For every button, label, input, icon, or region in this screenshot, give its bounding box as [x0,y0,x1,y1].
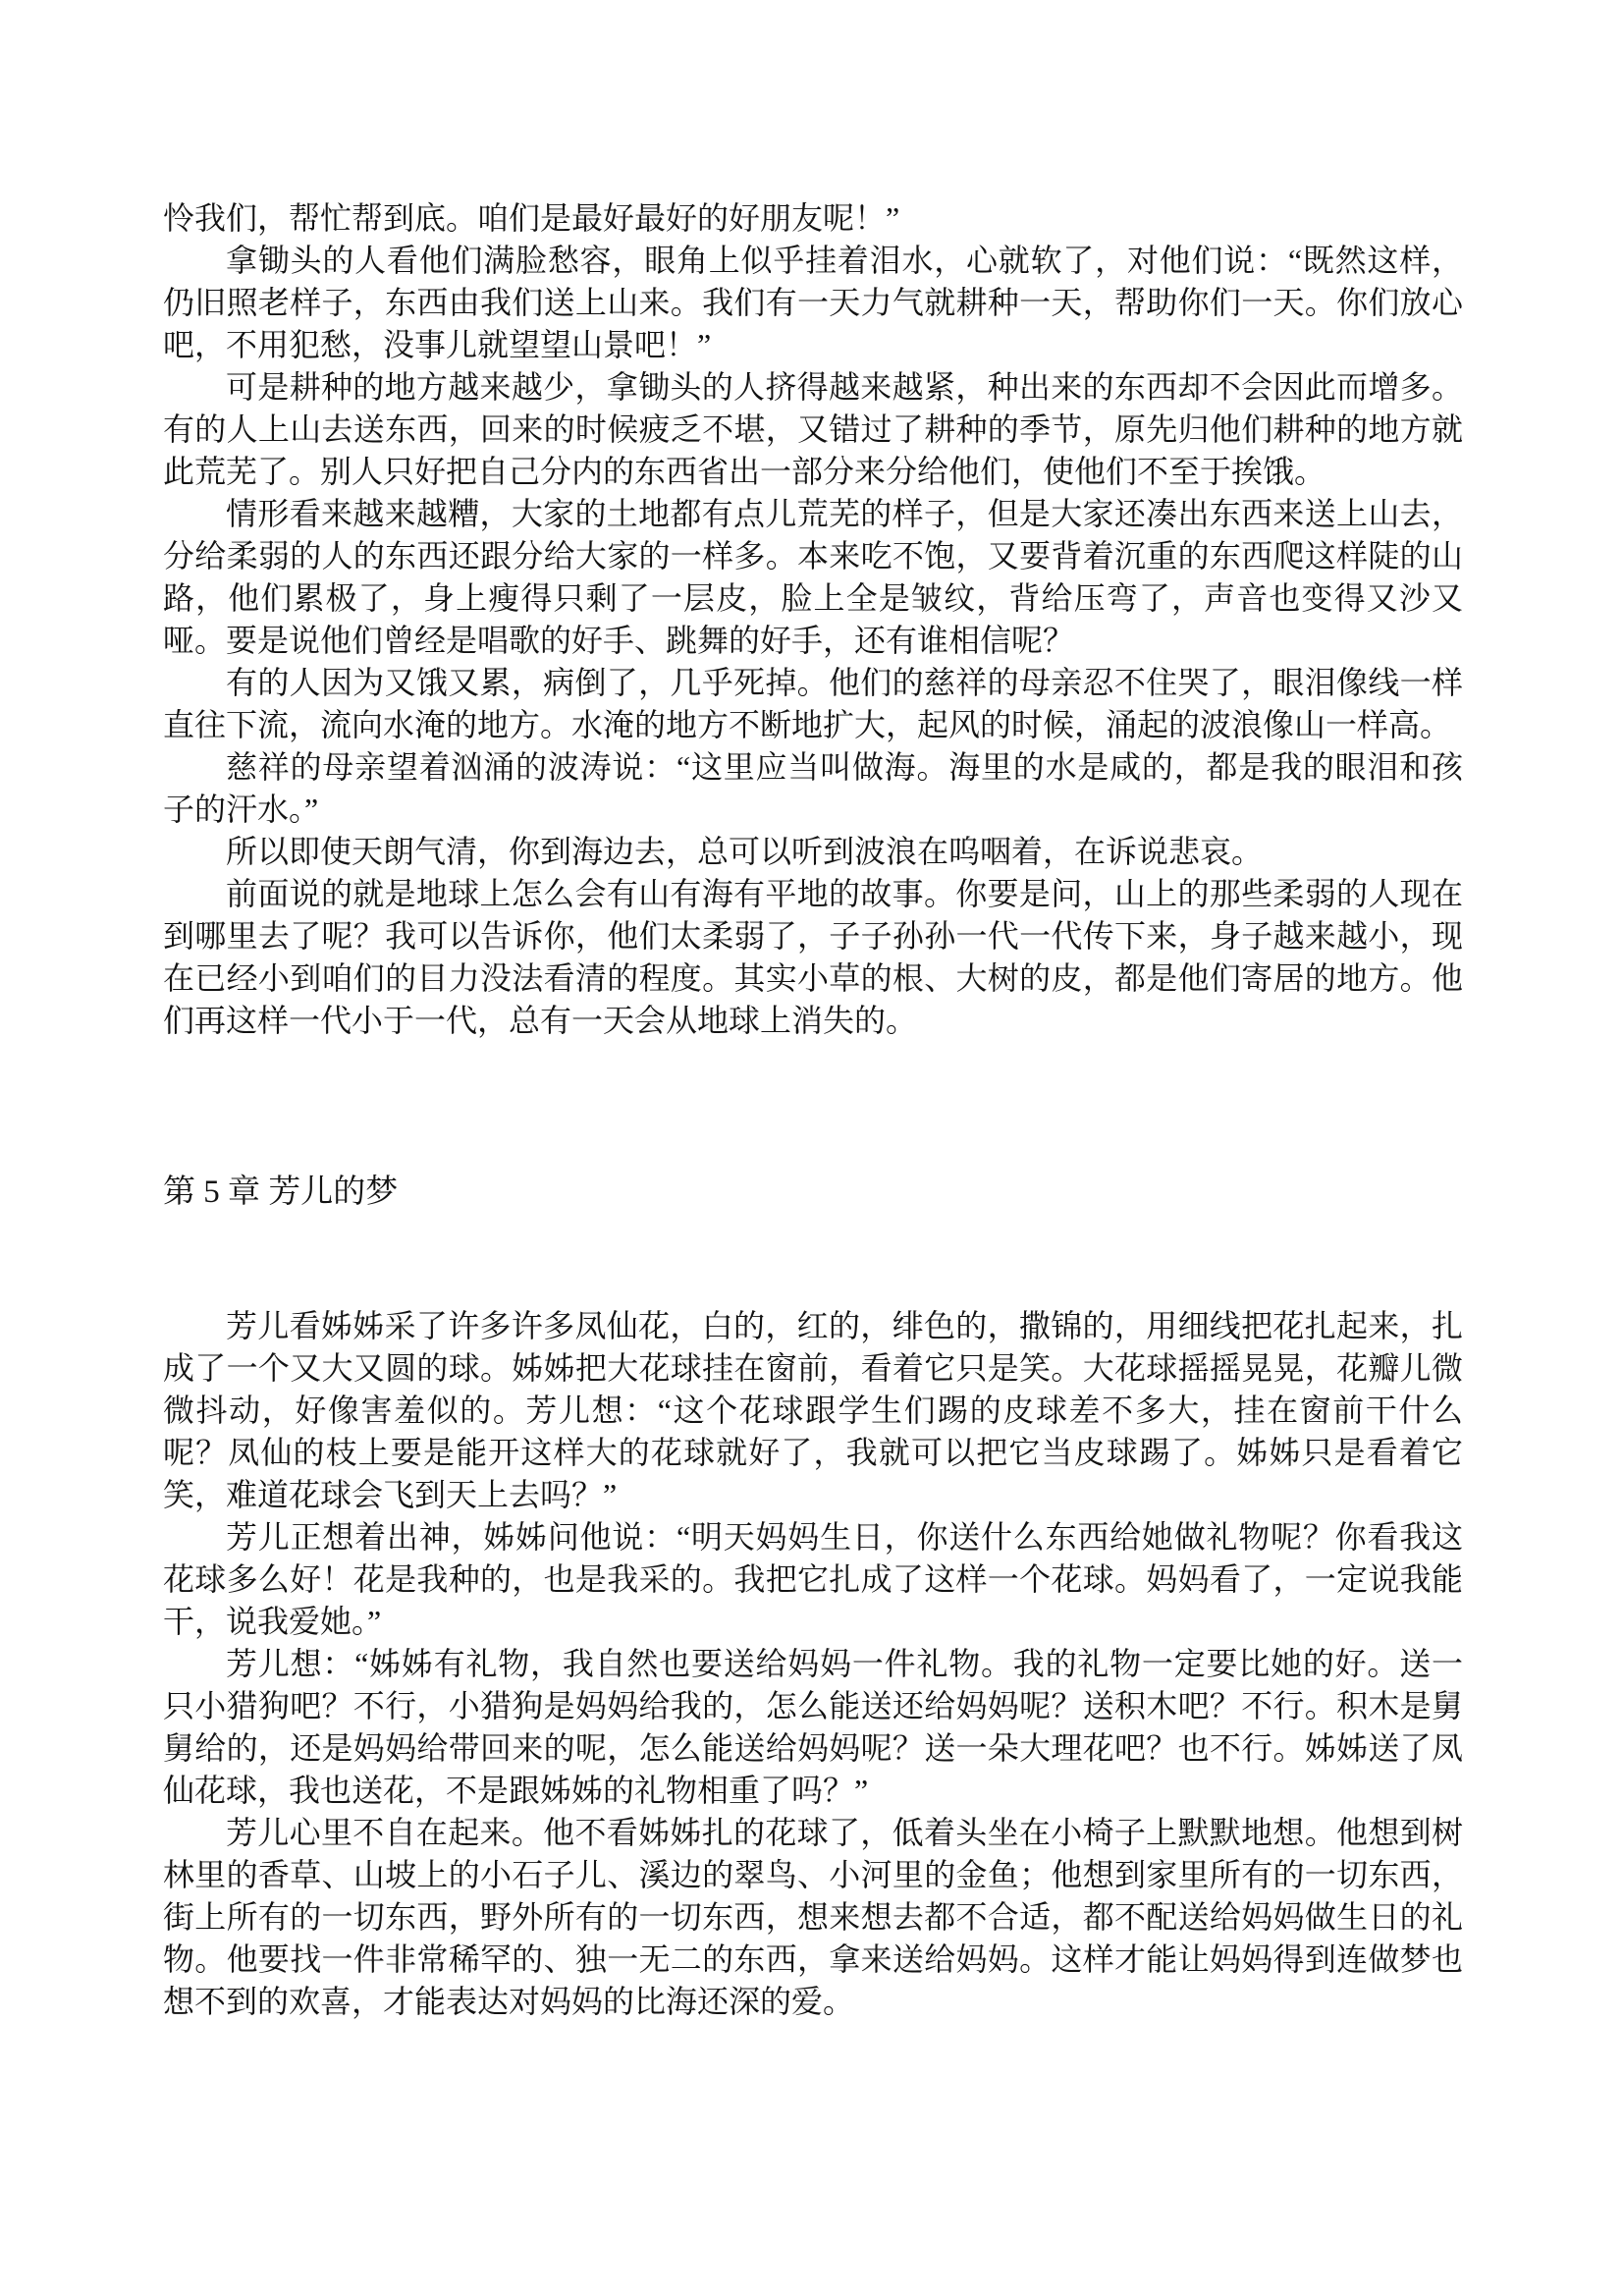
paragraph: 芳儿看姊姊采了许多许多凤仙花，白的，红的，绯色的，撒锦的，用细线把花扎起来，扎成了一个又大又圆的球。姊姊把大花球挂在窗前，看着它只是笑。大花球摇摇晃晃，花瓣儿微微抖动，好像害羞似的。芳儿想：“这个花球跟学生们踢的皮球差不多大，挂在窗前干什么呢？凤仙的枝上要是能开这样大的花球就好了，我就可以把它当皮球踢了。姊姊只是看着它笑，难道花球会飞到天上去吗？” [163,1308,1463,1512]
chapter-heading: 第 5 章 芳儿的梦 [163,1175,399,1210]
paragraph: 所以即使天朗气清，你到海边去，总可以听到波浪在呜咽着，在诉说悲哀。 [226,834,1264,869]
chapter5-body-start [163,1305,1463,2023]
paragraph: 情形看来越来越糟，大家的土地都有点儿荒芜的样子，但是大家还凑出东西来送上山去，分给柔弱的人的东西还跟分给大家的一样多。本来吃不饱，又要背着沉重的东西爬这样陡的山路，他们累极了，身上瘦得只剩了一层皮，脸上全是皱纹，背给压弯了，声音也变得又沙又哑。要是说他们曾经是唱歌的好手、跳舞的好手，还有谁相信呢？ [163,496,1463,658]
paragraph: 芳儿想：“姊姊有礼物，我自然也要送给妈妈一件礼物。我的礼物一定要比她的好。送一只小猎狗吧？不行，小猎狗是妈妈给我的，怎么能送还给妈妈呢？送积木吧？不行。积木是舅舅给的，还是妈妈给带回来的呢，怎么能送给妈妈呢？送一朵大理花吧？也不行。姊姊送了凤仙花球，我也送花，不是跟姊姊的礼物相重了吗？” [163,1646,1463,1808]
paragraph: 怜我们，帮忙帮到底。咱们是最好最好的好朋友呢！” [163,200,900,236]
paragraph: 慈祥的母亲望着汹涌的波涛说：“这里应当叫做海。海里的水是咸的，都是我的眼泪和孩子的汗水。” [163,749,1463,827]
chapter4-body-end [163,197,1463,1042]
page-text-block [163,197,1463,2023]
paragraph: 前面说的就是地球上怎么会有山有海有平地的故事。你要是问，山上的那些柔弱的人现在到哪里去了呢？我可以告诉你，他们太柔弱了，子子孙孙一代一代传下来，身子越来越小，现在已经小到咱们的目力没法看清的程度。其实小草的根、大树的皮，都是他们寄居的地方。他们再这样一代小于一代，总有一天会从地球上消失的。 [163,876,1463,1038]
paragraph: 芳儿正想着出神，姊姊问他说：“明天妈妈生日，你送什么东西给她做礼物呢？你看我这花球多么好！花是我种的，也是我采的。我把它扎成了这样一个花球。妈妈看了，一定说我能干，说我爱她。” [163,1519,1463,1639]
paragraph: 有的人因为又饿又累，病倒了，几乎死掉。他们的慈祥的母亲忍不住哭了，眼泪像线一样直往下流，流向水淹的地方。水淹的地方不断地扩大，起风的时候，涌起的波浪像山一样高。 [163,665,1463,742]
paragraph: 芳儿心里不自在起来。他不看姊姊扎的花球了，低着头坐在小椅子上默默地想。他想到树林里的香草、山坡上的小石子儿、溪边的翠鸟、小河里的金鱼；他想到家里所有的一切东西，街上所有的一切东西，野外所有的一切东西，想来想去都不合适，都不配送给妈妈做生日的礼物。他要找一件非常稀罕的、独一无二的东西，拿来送给妈妈。这样才能让妈妈得到连做梦也想不到的欢喜，才能表达对妈妈的比海还深的爱。 [163,1815,1463,2019]
paragraph: 拿锄头的人看他们满脸愁容，眼角上似乎挂着泪水，心就软了，对他们说：“既然这样，仍旧照老样子，东西由我们送上山来。我们有一天力气就耕种一天，帮助你们一天。你们放心吧，不用犯愁，没事儿就望望山景吧！” [163,243,1463,362]
paragraph: 可是耕种的地方越来越少，拿锄头的人挤得越来越紧，种出来的东西却不会因此而增多。有的人上山去送东西，回来的时候疲乏不堪，又错过了耕种的季节，原先归他们耕种的地方就此荒芜了。别人只好把自己分内的东西省出一部分来分给他们，使他们不至于挨饿。 [163,369,1463,489]
